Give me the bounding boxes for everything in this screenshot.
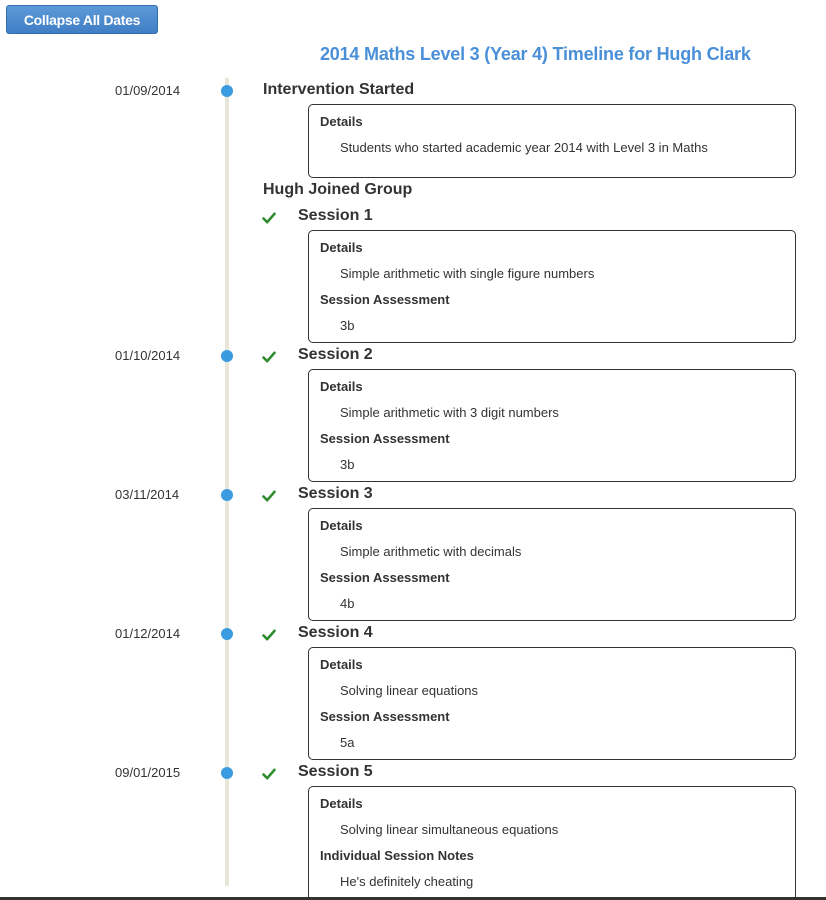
session-title: Session 3 [298, 485, 373, 502]
individual-notes-text: He's definitely cheating [340, 874, 474, 889]
check-icon [262, 211, 276, 225]
timeline-line [225, 78, 229, 886]
session-details-text: Simple arithmetic with single figure numbers [340, 266, 595, 281]
collapse-all-dates-button[interactable]: Collapse All Dates [6, 5, 158, 34]
details-label: Details [320, 518, 363, 533]
session-assessment-label: Session Assessment [320, 570, 450, 585]
session-card [308, 369, 796, 482]
session-card [308, 508, 796, 621]
intervention-date: 01/09/2014 [115, 83, 181, 98]
individual-notes-label: Individual Session Notes [320, 848, 474, 863]
intervention-details-card [308, 104, 796, 178]
session-card [308, 786, 796, 900]
details-label: Details [320, 114, 363, 129]
intervention-title: Intervention Started [263, 81, 415, 98]
details-label: Details [320, 796, 363, 811]
session-date: 01/12/2014 [115, 626, 181, 641]
timeline-dot [221, 767, 233, 779]
check-icon [262, 628, 276, 642]
timeline-dot [221, 489, 233, 501]
check-icon [262, 489, 276, 503]
session-assessment-value: 4b [340, 596, 355, 611]
session-date: 03/11/2014 [115, 487, 180, 502]
session-date: 01/10/2014 [115, 348, 181, 363]
timeline-dot [221, 628, 233, 640]
details-label: Details [320, 657, 363, 672]
intervention-details-text: Students who started academic year 2014 with Level 3 in Maths [340, 140, 708, 155]
session-assessment-label: Session Assessment [320, 709, 450, 724]
session-assessment-value: 5a [340, 735, 355, 750]
check-icon [262, 350, 276, 364]
session-title: Session 2 [298, 346, 373, 363]
page-title: 2014 Maths Level 3 (Year 4) Timeline for Hugh Clark [320, 44, 751, 64]
details-label: Details [320, 379, 363, 394]
check-icon [262, 767, 276, 781]
joined-group-title: Hugh Joined Group [263, 181, 413, 198]
session-details-text: Simple arithmetic with decimals [340, 544, 522, 559]
session-details-text: Solving linear simultaneous equations [340, 822, 559, 837]
details-label: Details [320, 240, 363, 255]
session-assessment-value: 3b [340, 318, 355, 333]
session-date: 09/01/2015 [115, 765, 181, 780]
session-details-text: Simple arithmetic with 3 digit numbers [340, 405, 559, 420]
session-title: Session 1 [298, 207, 373, 224]
session-assessment-label: Session Assessment [320, 431, 450, 446]
session-card [308, 230, 796, 343]
session-assessment-label: Session Assessment [320, 292, 450, 307]
session-card [308, 647, 796, 760]
timeline-dot [221, 350, 233, 362]
timeline-dot [221, 85, 233, 97]
session-title: Session 5 [298, 763, 373, 780]
session-title: Session 4 [298, 624, 373, 641]
session-details-text: Solving linear equations [340, 683, 479, 698]
session-assessment-value: 3b [340, 457, 355, 472]
